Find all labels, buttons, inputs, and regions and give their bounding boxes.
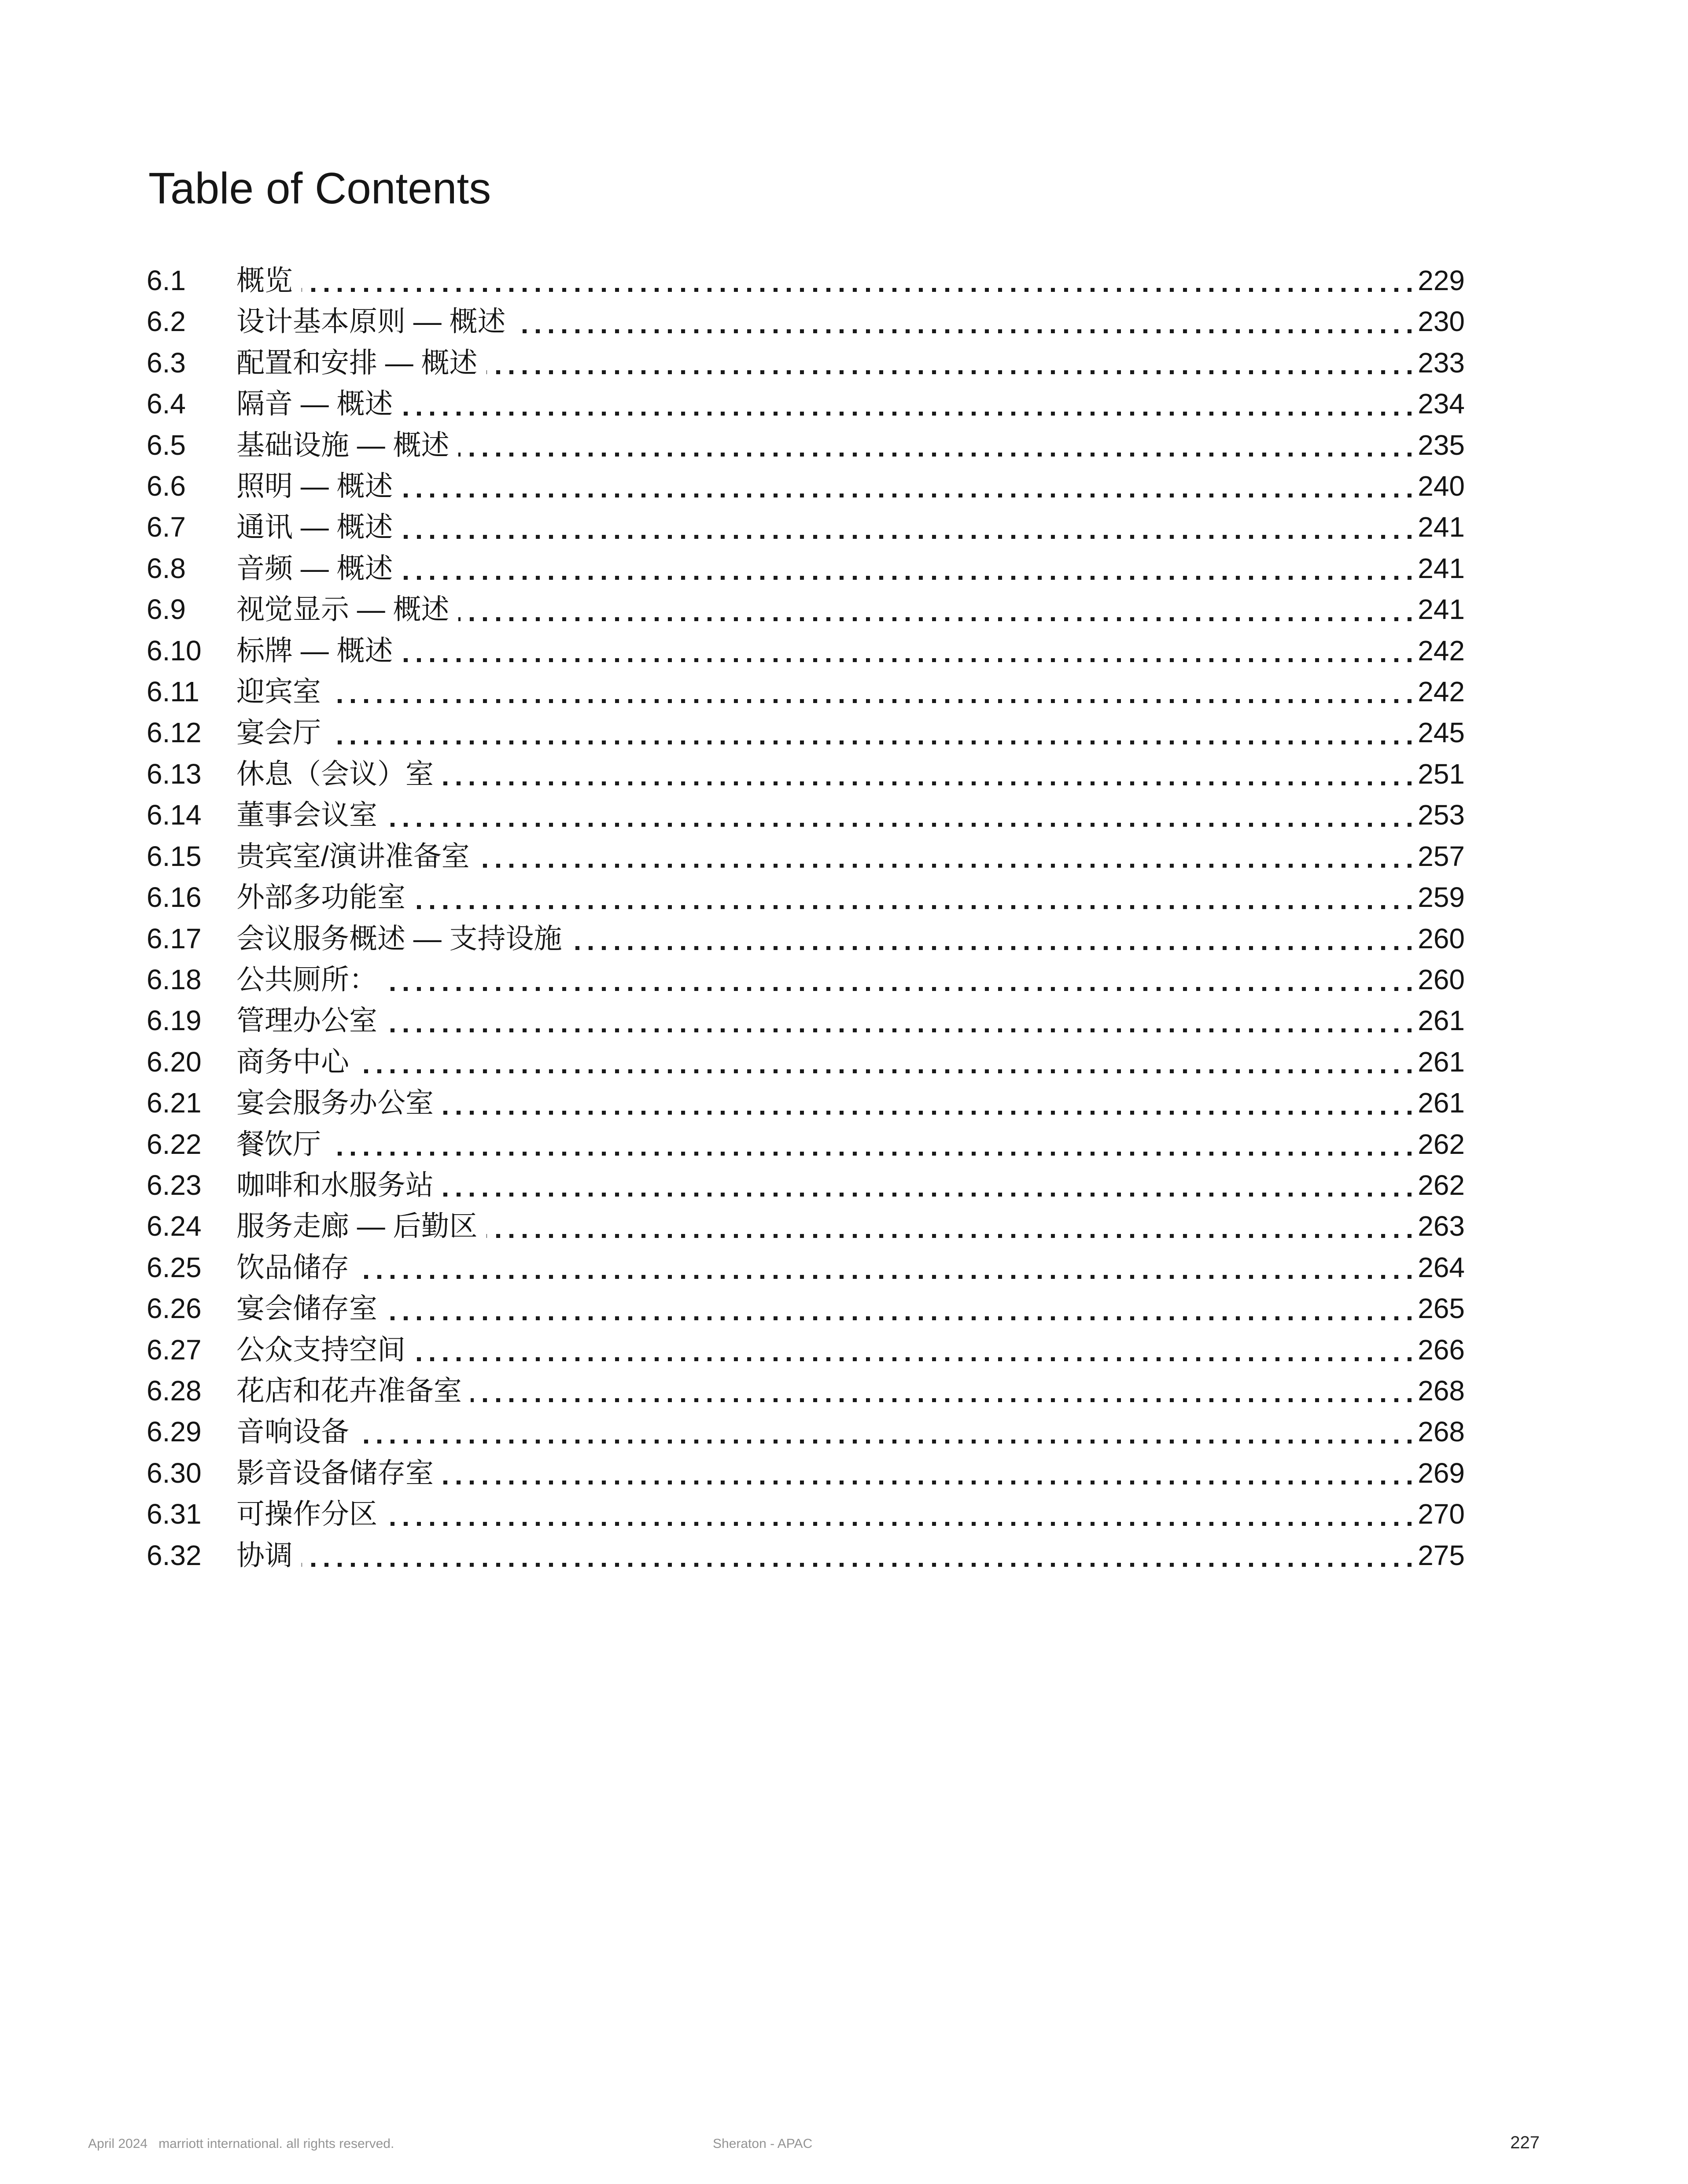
toc-leader-dots	[386, 823, 1412, 827]
toc-entry-page: 266	[1418, 1333, 1465, 1366]
toc-entry-page: 261	[1418, 1005, 1465, 1037]
toc-row[interactable]	[147, 712, 1465, 753]
toc-entry-title: 外部多功能室	[236, 881, 405, 913]
toc-entry-title: 概览	[236, 265, 293, 296]
toc-entry-page: 259	[1418, 881, 1465, 913]
toc-leader-dots	[330, 1152, 1412, 1156]
toc-entry-page: 261	[1418, 1087, 1465, 1119]
toc-entry-number: 6.10	[147, 634, 202, 667]
toc-entry-page: 241	[1418, 552, 1465, 584]
toc-entry-number: 6.27	[147, 1333, 202, 1366]
toc-row[interactable]	[147, 1453, 1465, 1494]
toc-leader-dots	[479, 864, 1412, 868]
toc-entry-page: 242	[1418, 634, 1465, 667]
toc-entry-title: 餐饮厅	[236, 1128, 321, 1160]
toc-entry-page: 251	[1418, 758, 1465, 790]
toc-row[interactable]	[147, 1000, 1465, 1041]
toc-entry-title: 协调	[236, 1539, 293, 1571]
toc-entry-title: 公众支持空间	[236, 1333, 405, 1366]
toc-leader-dots	[486, 1234, 1412, 1238]
toc-entry-title: 商务中心	[236, 1046, 349, 1078]
toc-row[interactable]	[147, 1165, 1465, 1206]
toc-leader-dots	[358, 1069, 1412, 1073]
toc-leader-dots	[486, 370, 1412, 374]
toc-row[interactable]	[147, 548, 1465, 589]
toc-entry-title: 董事会议室	[236, 799, 377, 831]
toc-entry-number: 6.2	[147, 306, 186, 338]
toc-entry-number: 6.12	[147, 717, 202, 749]
toc-row[interactable]	[147, 1042, 1465, 1083]
toc-entry-page: 275	[1418, 1539, 1465, 1571]
toc-row[interactable]	[147, 1124, 1465, 1165]
toc-leader-dots	[402, 494, 1412, 497]
toc-row[interactable]	[147, 466, 1465, 507]
toc-row[interactable]	[147, 1494, 1465, 1535]
toc-entry-page: 234	[1418, 388, 1465, 420]
toc-row[interactable]	[147, 1083, 1465, 1123]
toc-entry-number: 6.29	[147, 1416, 202, 1448]
toc-entry-number: 6.11	[147, 676, 199, 708]
toc-leader-dots	[442, 1481, 1412, 1484]
toc-leader-dots	[571, 946, 1412, 950]
toc-entry-page: 253	[1418, 799, 1465, 831]
toc-entry-page: 233	[1418, 346, 1465, 379]
toc-entry-title: 音响设备	[236, 1416, 349, 1448]
toc-entry-number: 6.3	[147, 346, 186, 379]
toc-entry-number: 6.17	[147, 922, 202, 954]
toc-entry-number: 6.5	[147, 429, 186, 461]
toc-leader-dots	[515, 329, 1412, 333]
toc-leader-dots	[330, 740, 1412, 744]
toc-leader-dots	[458, 617, 1412, 621]
toc-entry-page: 270	[1418, 1498, 1465, 1530]
toc-entry-page: 263	[1418, 1210, 1465, 1242]
toc-entry-title: 标牌 — 概述	[236, 634, 393, 667]
toc-leader-dots	[402, 576, 1412, 580]
toc-entry-title: 基础设施 — 概述	[236, 429, 450, 461]
toc-leader-dots	[442, 781, 1412, 785]
toc-entry-title: 迎宾室	[236, 676, 321, 708]
toc-leader-dots	[386, 1316, 1412, 1320]
toc-entry-number: 6.23	[147, 1169, 202, 1201]
toc-leader-dots	[402, 535, 1412, 539]
toc-entry-title: 会议服务概述 — 支持设施	[236, 922, 562, 954]
toc-row[interactable]	[147, 1206, 1465, 1247]
toc-row[interactable]	[147, 425, 1465, 466]
toc-entry-page: 269	[1418, 1457, 1465, 1489]
toc-row[interactable]	[147, 507, 1465, 548]
toc-row[interactable]	[147, 1247, 1465, 1288]
toc-leader-dots	[471, 1398, 1412, 1402]
toc-entry-page: 230	[1418, 306, 1465, 338]
toc-leader-dots	[302, 1563, 1412, 1567]
toc-entry-title: 隔音 — 概述	[236, 388, 393, 420]
toc-entry-page: 229	[1418, 265, 1465, 296]
toc-leader-dots	[442, 1111, 1412, 1115]
toc-row[interactable]	[147, 795, 1465, 836]
toc-entry-number: 6.13	[147, 758, 202, 790]
page-footer	[0, 2133, 1688, 2159]
toc-list	[147, 260, 1465, 1576]
toc-entry-title: 宴会厅	[236, 717, 321, 749]
toc-entry-number: 6.21	[147, 1087, 202, 1119]
toc-entry-page: 257	[1418, 840, 1465, 872]
toc-entry-title: 配置和安排 — 概述	[236, 346, 478, 379]
toc-entry-title: 视觉显示 — 概述	[236, 593, 450, 626]
toc-entry-number: 6.22	[147, 1128, 202, 1160]
toc-entry-page: 241	[1418, 511, 1465, 543]
toc-entry-title: 宴会储存室	[236, 1293, 377, 1325]
footer-copyright: April 2024 marriott international. all rights reserved.	[88, 2136, 394, 2151]
toc-entry-title: 休息（会议）室	[236, 758, 434, 790]
footer-page-number: 227	[1510, 2133, 1540, 2152]
toc-row[interactable]	[147, 1535, 1465, 1576]
toc-leader-dots	[330, 699, 1412, 703]
toc-row[interactable]	[147, 260, 1465, 301]
toc-entry-page: 260	[1418, 922, 1465, 954]
toc-entry-title: 贵宾室/演讲准备室	[236, 840, 470, 872]
toc-entry-number: 6.6	[147, 470, 186, 502]
toc-row[interactable]	[147, 1411, 1465, 1452]
toc-entry-title: 咖啡和水服务站	[236, 1169, 434, 1201]
toc-entry-page: 262	[1418, 1128, 1465, 1160]
toc-entry-page: 235	[1418, 429, 1465, 461]
toc-entry-number: 6.9	[147, 593, 186, 626]
toc-row[interactable]	[147, 630, 1465, 671]
toc-row[interactable]	[147, 343, 1465, 383]
toc-entry-number: 6.16	[147, 881, 202, 913]
toc-entry-number: 6.15	[147, 840, 202, 872]
toc-leader-dots	[414, 1357, 1412, 1361]
toc-entry-title: 照明 — 概述	[236, 470, 393, 502]
toc-entry-title: 公共厕所：	[236, 963, 377, 995]
toc-leader-dots	[414, 905, 1412, 909]
toc-row[interactable]	[147, 383, 1465, 424]
toc-row[interactable]	[147, 671, 1465, 712]
toc-entry-number: 6.26	[147, 1293, 202, 1325]
toc-entry-number: 6.31	[147, 1498, 202, 1530]
toc-row[interactable]	[147, 836, 1465, 877]
toc-entry-title: 音频 — 概述	[236, 552, 393, 584]
toc-leader-dots	[402, 412, 1412, 416]
toc-entry-page: 245	[1418, 717, 1465, 749]
toc-entry-page: 268	[1418, 1416, 1465, 1448]
toc-leader-dots	[442, 1193, 1412, 1197]
toc-entry-number: 6.19	[147, 1005, 202, 1037]
toc-entry-page: 241	[1418, 593, 1465, 626]
toc-entry-number: 6.20	[147, 1046, 202, 1078]
toc-row[interactable]	[147, 301, 1465, 342]
toc-row[interactable]	[147, 1330, 1465, 1370]
toc-entry-page: 261	[1418, 1046, 1465, 1078]
toc-entry-title: 管理办公室	[236, 1005, 377, 1037]
toc-entry-number: 6.24	[147, 1210, 202, 1242]
toc-entry-title: 设计基本原则 — 概述	[236, 306, 506, 338]
toc-entry-number: 6.18	[147, 963, 202, 995]
toc-row[interactable]	[147, 877, 1465, 918]
toc-entry-page: 242	[1418, 676, 1465, 708]
toc-row[interactable]	[147, 1370, 1465, 1411]
toc-leader-dots	[386, 1522, 1412, 1526]
toc-entry-number: 6.28	[147, 1374, 202, 1407]
toc-entry-number: 6.4	[147, 388, 186, 420]
toc-entry-title: 影音设备储存室	[236, 1457, 434, 1489]
toc-leader-dots	[358, 1440, 1412, 1444]
toc-leader-dots	[386, 987, 1412, 991]
toc-entry-page: 265	[1418, 1293, 1465, 1325]
toc-row[interactable]	[147, 918, 1465, 959]
toc-entry-page: 268	[1418, 1374, 1465, 1407]
toc-leader-dots	[358, 1275, 1412, 1279]
toc-leader-dots	[302, 288, 1412, 292]
toc-entry-page: 260	[1418, 963, 1465, 995]
page-title: Table of Contents	[148, 164, 491, 213]
toc-entry-number: 6.30	[147, 1457, 202, 1489]
toc-entry-title: 宴会服务办公室	[236, 1087, 434, 1119]
toc-entry-number: 6.14	[147, 799, 202, 831]
toc-leader-dots	[458, 453, 1412, 457]
toc-entry-number: 6.7	[147, 511, 186, 543]
toc-row[interactable]	[147, 959, 1465, 1000]
toc-leader-dots	[386, 1028, 1412, 1032]
toc-entry-number: 6.32	[147, 1539, 202, 1571]
toc-entry-page: 264	[1418, 1251, 1465, 1283]
toc-entry-title: 通讯 — 概述	[236, 511, 393, 543]
toc-row[interactable]	[147, 589, 1465, 630]
toc-leader-dots	[402, 658, 1412, 662]
toc-entry-title: 饮品储存	[236, 1251, 349, 1283]
toc-entry-title: 可操作分区	[236, 1498, 377, 1530]
toc-entry-number: 6.1	[147, 265, 186, 296]
toc-entry-title: 服务走廊 — 后勤区	[236, 1210, 478, 1242]
toc-row[interactable]	[147, 754, 1465, 795]
toc-entry-page: 240	[1418, 470, 1465, 502]
toc-entry-title: 花店和花卉准备室	[236, 1374, 462, 1407]
toc-entry-number: 6.25	[147, 1251, 202, 1283]
toc-row[interactable]	[147, 1288, 1465, 1329]
toc-entry-number: 6.8	[147, 552, 186, 584]
toc-entry-page: 262	[1418, 1169, 1465, 1201]
footer-brand: Sheraton - APAC	[713, 2136, 813, 2151]
